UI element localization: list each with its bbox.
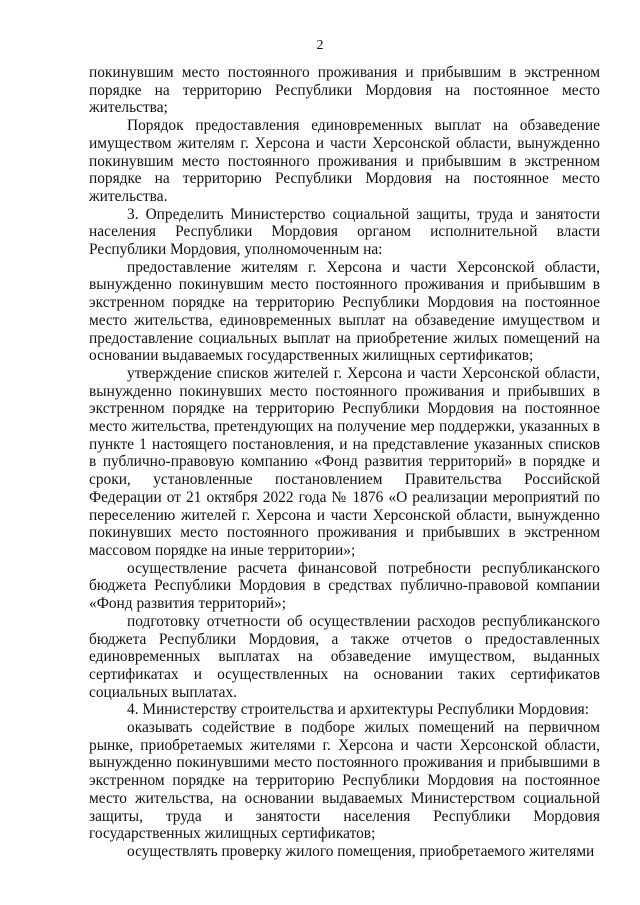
paragraph-payment-procedure: Порядок предоставления единовременных выплат на обзаведение имуществом жителям г. Херсона и части Херсонской области, вынужденно покинувшим место постоянного проживания и прибывшим в экстренном порядке на территорию Республики Мордовия на постоянное место жительства. (89, 117, 600, 205)
paragraph-provision-payments: предоставление жителям г. Херсона и части Херсонской области, вынужденно покинувшим место постоянного проживания и прибывшим в экстренном порядке на территорию Республики Мордовия на постоянное место жительства, единовременных выплат на обзаведение имуществом и предоставление социальных выплат на приобретение жилых помещений на основании выдаваемых государственных жилищных сертификатов; (89, 258, 600, 365)
paragraph-approval-lists: утверждение списков жителей г. Херсона и части Херсонской области, вынужденно покинувших место постоянного проживания и прибывших в экстренном порядке на территорию Республики Мордовия на постоянное место жительства, претендующих на получение мер поддержки, указанных в пункте 1 настоящего постановления, и на представление указанных списков в публично-правовую компанию «Фонд развития территорий» в порядке и сроки, установленные постановлением Правительства Российской Федерации от 21 октября 2022 года № 1876 «О реализации мероприятий по переселению жителей г. Херсона и части Херсонской области, вынужденно покинувших место постоянного проживания и прибывших в экстренном массовом порядке на иные территории»; (89, 364, 600, 559)
paragraph-housing-inspection: осуществлять проверку жилого помещения, приобретаемого жителями (127, 842, 595, 860)
paragraph-item-4: 4. Министерству строительства и архитектуры Республики Мордовия: (127, 701, 590, 719)
document-body (89, 64, 600, 861)
paragraph-continuation: покинувшим место постоянного проживания и прибывшим в экстренном порядке на территорию Республики Мордовия на постоянное место жительства; (89, 64, 600, 117)
paragraph-item-3: 3. Определить Министерство социальной защиты, труда и занятости населения Республики Мордовия органом исполнительной власти Республики Мордовия, уполномоченным на: (89, 205, 600, 259)
paragraph-reporting: подготовку отчетности об осуществлении расходов республиканского бюджета Республики Мордовия, а также отчетов о предоставленных единовременных выплатах на обзаведение имуществом, выданных сертификатах и осуществленных на основании таких сертификатов социальных выплатах. (89, 612, 600, 701)
page-number: 2 (316, 38, 324, 53)
paragraph-financial-calculation: осуществление расчета финансовой потребности республиканского бюджета Республики Мордовия в средствах публично-правовой компании «Фонд развития территорий»; (89, 559, 600, 613)
paragraph-housing-assistance: оказывать содействие в подборе жилых помещений на первичном рынке, приобретаемых жителями г. Херсона и части Херсонской области, вынужденно покинувшими место постоянного проживания и прибывшими в экстренном порядке на территорию Республики Мордовия на постоянное место жительства, на основании выдаваемых Министерством социальной защиты, труда и занятости населения Республики Мордовия государственных жилищных сертификатов; (89, 719, 600, 843)
